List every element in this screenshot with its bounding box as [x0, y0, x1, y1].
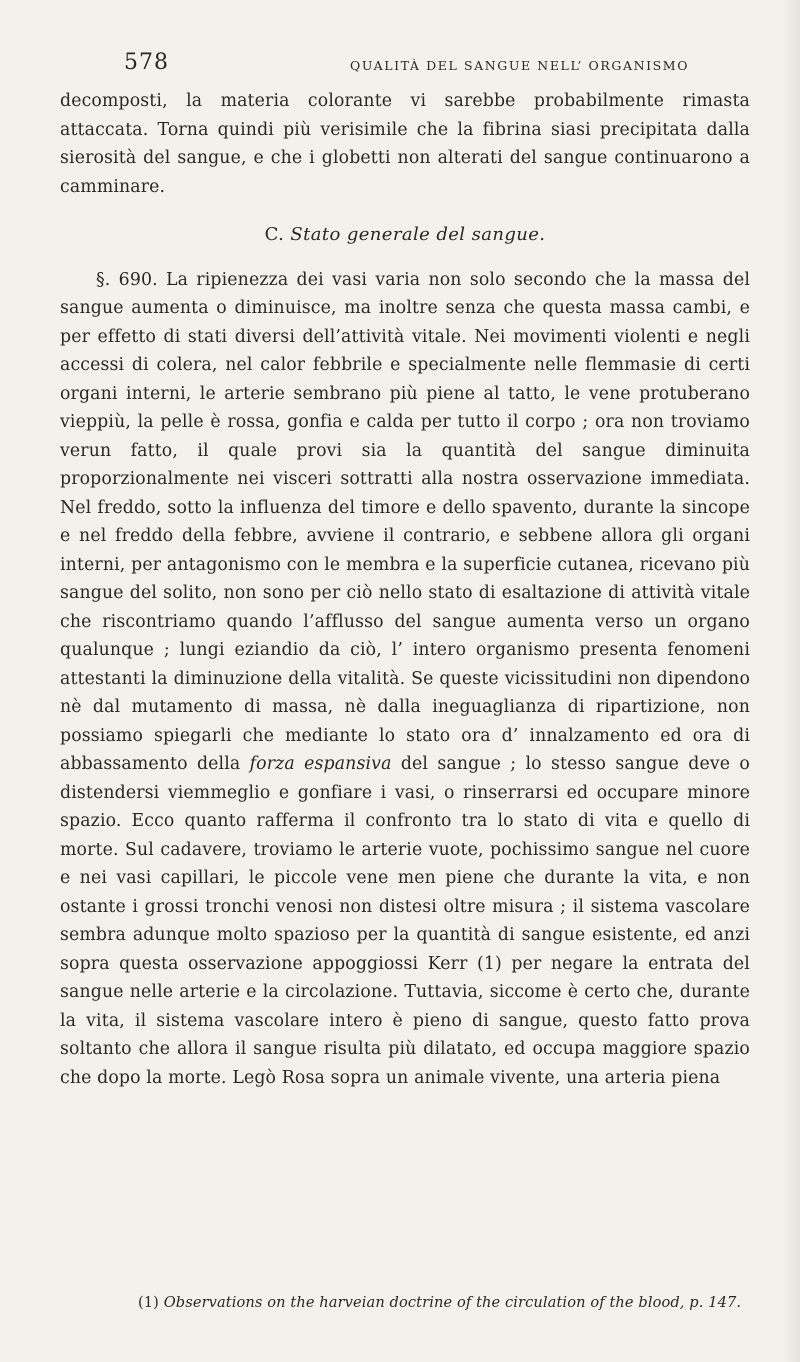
- section-heading: [60, 221, 750, 250]
- footnote-text: Observations on the harveian doctrine of the circulation of the blood, p. 147.: [163, 1294, 742, 1311]
- emphasis-forza-espansiva: forza espansiva: [249, 754, 392, 774]
- running-title: QUALITÀ DEL SANGUE NELL’ ORGANISMO: [350, 58, 690, 73]
- section-title: Stato generale del sangue.: [290, 224, 546, 245]
- body-text: [60, 87, 750, 1092]
- running-head: [92, 44, 748, 76]
- paragraph-690-part-1: §. 690. La ripienezza dei vasi varia non solo secondo che la massa del sangue aumenta o diminuisce, ma inoltre senza che questa massa cambi, e per effetto di stati diversi dell’attività vitale. Nei movimenti violenti e negli accessi di colera, nel calor febbrile e specialmente nelle flemmasie di certi organi interni, le arterie sembrano più piene al tatto, le vene protuberano vieppiù, la pelle è rossa, gonfia e calda per tutto il corpo ; ora non troviamo verun fatto, il quale provi sia la quantità del sangue diminuita proporzionalmente nei visceri sottratti alla nostra osservazione immediata. Nel freddo, sotto la influenza del timore e dello spavento, durante la sincope e nel freddo della febbre, avviene il contrario, e sebbene allora gli organi interni, per antagonismo con le membra e la superficie cutanea, ricevano più sangue del solito, non sono per ciò nello stato di esaltazione di attività vitale che riscontriamo quando l’afflusso del sangue aumenta verso un organo qualunque ; lungi eziandio da ciò, l’ intero organismo presenta fenomeni attestanti la diminuzione della vitalità. Se queste vicissitudini non dipendono nè dal mutamento di massa, nè dalla ineguaglianza di ripartizione, non possiamo spiegarli che mediante lo stato ora d’ innalzamento ed ora di abbassamento della: [60, 269, 750, 774]
- footnote-mark: (1): [138, 1294, 159, 1311]
- footnote: [138, 1294, 770, 1311]
- paragraph-690: [60, 266, 750, 1093]
- page-edge-shadow: [782, 0, 800, 1362]
- page-number: 578: [124, 50, 169, 75]
- paragraph-690-part-2: del sangue ; lo stesso sangue deve o distendersi viemmeglio e gonfiare i vasi, o rinserrarsi ed occupare minore spazio. Ecco quanto rafferma il confronto tra lo stato di vita e quello di morte. Sul cadavere, troviamo le arterie vuote, pochissimo sangue nel cuore e nei vasi capillari, le piccole vene men piene che durante la vita, e non ostante i grossi tronchi venosi non distesi oltre misura ; il sistema vascolare sembra adunque molto spazioso per la quantità di sangue esistente, ed anzi sopra questa osservazione appoggiossi Kerr (1) per negare la entrata del sangue nelle arterie e la circolazione. Tuttavia, siccome è certo che, durante la vita, il sistema vascolare intero è pieno di sangue, questo fatto prova soltanto che allora il sangue risulta più dilatato, ed occupa maggiore spazio che dopo la morte. Legò Rosa sopra un animale vivente, una arteria piena: [60, 754, 750, 1088]
- paragraph-continuation: decomposti, la materia colorante vi sarebbe probabilmente rimasta attaccata. Torna quindi più verisimile che la fibrina siasi precipitata dalla sierosità del sangue, e che i globetti non alterati del sangue continuarono a camminare.: [60, 91, 750, 197]
- section-letter: C.: [264, 224, 285, 245]
